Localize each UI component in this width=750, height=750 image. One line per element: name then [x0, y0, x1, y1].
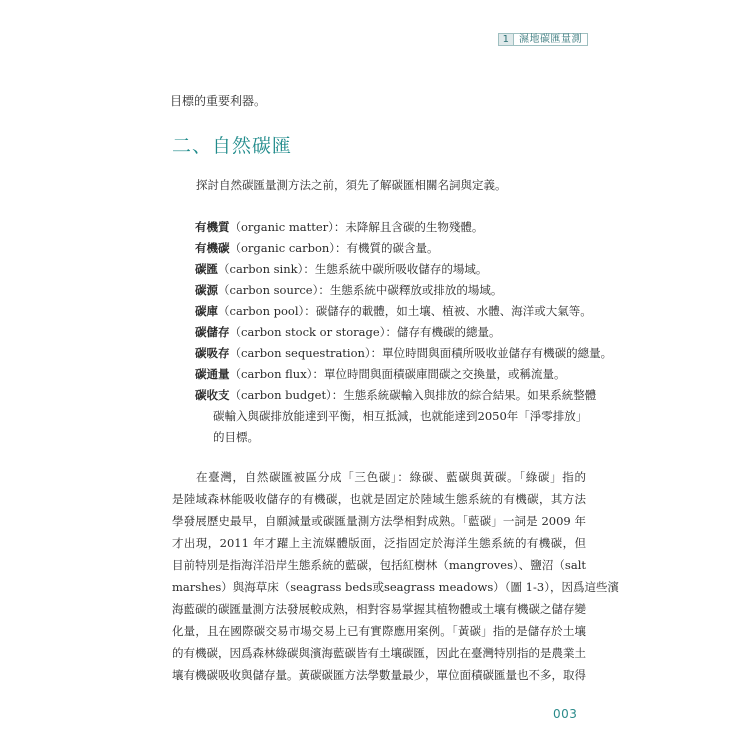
definition-term: 有機質: [195, 220, 230, 234]
definition-text: （carbon budget）：生態系統碳輸入與排放的綜合結果。如果系統整體: [229, 388, 597, 402]
definition-text: （carbon stock or storage）：儲存有機碳的總量。: [229, 325, 501, 339]
definition-term: 碳庫: [195, 304, 218, 318]
definition-text: （carbon sequestration）：單位時間與面積所吸收並儲存有機碳的總量。: [229, 346, 613, 360]
definition-item: [195, 303, 592, 319]
definition-text: （carbon sink）：生態系統中碳所吸收儲存的場域。: [218, 262, 488, 276]
definition-text: （carbon flux）：單位時間與面積碳庫間碳之交換量，或稱流量。: [229, 367, 566, 381]
section-lead: 探討自然碳匯量測方法之前，須先了解碳匯相關名詞與定義。: [196, 178, 507, 192]
paragraph-line: 的有機碳，因爲森林綠碳與濱海藍碳皆有土壤碳匯，因此在臺灣特別指的是農業土: [172, 646, 586, 660]
paragraph-line: 在臺灣，自然碳匯被區分成「三色碳」：綠碳、藍碳與黃碳。「綠碳」指的: [196, 470, 586, 484]
definition-term: 碳通量: [195, 367, 230, 381]
definition-item: [195, 282, 502, 298]
definition-term: 碳收支: [195, 388, 230, 402]
paragraph-line: 學發展歷史最早，自願減量或碳匯量測方法學相對成熟。「藍碳」一詞是 2009 年: [172, 514, 586, 528]
definition-text: （organic matter）：未降解且含碳的生物殘體。: [229, 220, 484, 234]
paragraph-line: 壤有機碳吸收與儲存量。黃碳碳匯方法學數量最少，單位面積碳匯量也不多，取得: [172, 668, 586, 682]
definition-item: [195, 240, 439, 256]
definition-text: （organic carbon）：有機質的碳含量。: [229, 241, 439, 255]
chapter-title: 濕地碳匯量測: [514, 33, 588, 46]
page-number: 003: [553, 707, 578, 721]
chapter-number: 1: [498, 33, 514, 46]
paragraph-line: 化量，且在國際碳交易市場交易上已有實際應用案例。「黃碳」指的是儲存於土壤: [172, 624, 586, 638]
definition-item: [195, 324, 500, 340]
definition-continuation: 碳輸入與碳排放能達到平衡，相互抵減，也就能達到2050年「淨零排放」: [213, 409, 588, 423]
definition-term: 有機碳: [195, 241, 230, 255]
definition-term: 碳源: [195, 283, 218, 297]
definition-item: [195, 219, 483, 235]
definition-term: 碳吸存: [195, 346, 230, 360]
paragraph-line: 海藍碳的碳匯量測方法發展較成熟，相對容易掌握其植物體或土壤有機碳之儲存變: [172, 602, 586, 616]
definition-item: [195, 261, 487, 277]
running-header: [498, 33, 588, 46]
definition-term: 碳儲存: [195, 325, 230, 339]
paragraph-line: marshes）與海草床（seagrass beds或seagrass meadows）（圖 1-3），因爲這些濱: [172, 580, 619, 594]
paragraph-line: 目前特別是指海洋沿岸生態系統的藍碳，包括紅樹林（mangroves）、鹽沼（salt: [172, 558, 586, 572]
paragraph-line: 是陸域森林能吸收儲存的有機碳，也就是固定於陸域生態系統的有機碳，其方法: [172, 492, 586, 506]
intro-tail-text: 目標的重要利器。: [170, 94, 267, 108]
definition-continuation: 的目標。: [213, 430, 259, 444]
definition-item: [195, 387, 596, 403]
definition-term: 碳匯: [195, 262, 218, 276]
section-heading: 二、自然碳匯: [172, 135, 293, 157]
definition-text: （carbon pool）：碳儲存的載體，如土壤、植被、水體、海洋或大氣等。: [218, 304, 592, 318]
definition-text: （carbon source）：生態系統中碳釋放或排放的場域。: [218, 283, 503, 297]
paragraph-line: 才出現，2011 年才躍上主流媒體版面，泛指固定於海洋生態系統的有機碳，但: [172, 536, 586, 550]
definition-item: [195, 366, 565, 382]
definition-item: [195, 345, 612, 361]
